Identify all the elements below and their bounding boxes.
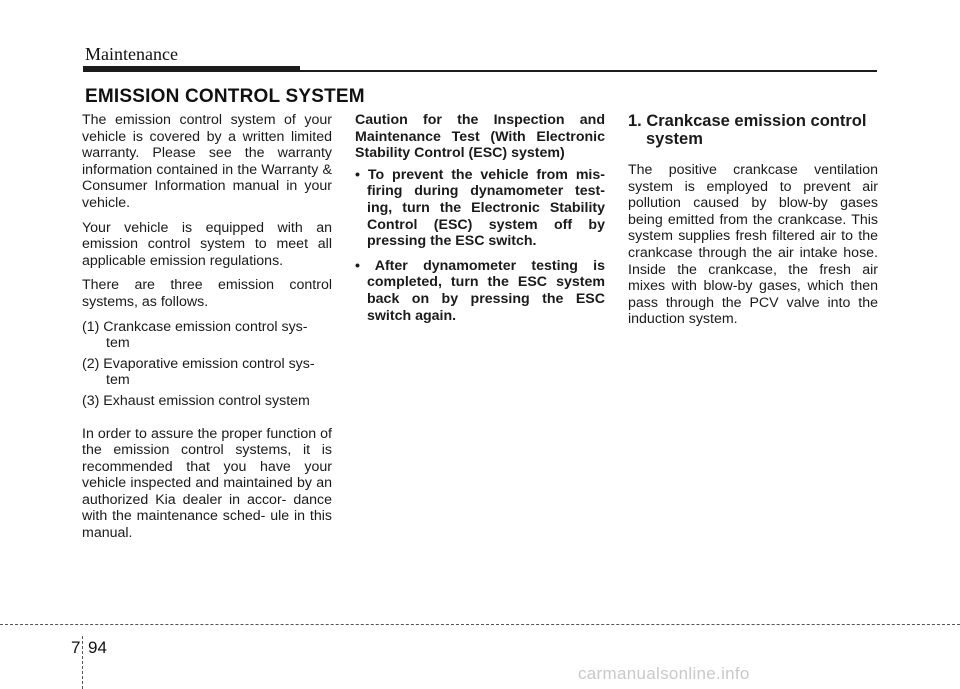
header-title: Maintenance xyxy=(85,44,178,64)
list-item: (2) Evaporative emission control sys- tem xyxy=(82,355,315,389)
column-left xyxy=(82,112,332,550)
column-middle xyxy=(355,112,605,332)
systems-list xyxy=(82,319,332,410)
maintenance-paragraph: In order to assure the proper function of the emission control systems, it is recommended that you have your vehicle inspected and maintained by an authorized Kia dealer in accor- dance with the maintenance sched- ule in this manual. xyxy=(82,425,332,542)
page-number: 94 xyxy=(88,638,107,657)
caution-title: Caution for the Inspection and Maintenance Test (With Electronic Stability Control (ESC) system) xyxy=(355,112,605,162)
intro-paragraph: The emission control system of your vehicle is covered by a written limited warranty. Please see the warranty information contained in the Warranty & Consumer Information manual in your vehicle. xyxy=(82,112,332,211)
footer-vertical-divider xyxy=(82,636,83,689)
chapter-number: 7 xyxy=(71,638,81,657)
header-rule-thin xyxy=(300,70,877,72)
list-item: (3) Exhaust emission control system xyxy=(82,392,310,409)
watermark-text: carmanualsonline.info xyxy=(578,664,750,683)
systems-intro-paragraph: There are three emission control systems, as follows. xyxy=(82,277,332,310)
crankcase-paragraph: The positive crankcase ventilation system is employed to prevent air pollution caused by blow-by gases being emitted from the crankcase. This system supplies fresh filtered air to the crankcase through the air intake hose. Inside the crankcase, the fresh air mixes with blow-by gases, which then pass through the PCV valve into the induction system. xyxy=(628,162,878,328)
caution-bullet: • After dynamometer testing is completed, turn the ESC system back on by pressing the ESC switch again. xyxy=(355,257,605,324)
footer-divider xyxy=(0,624,960,625)
caution-bullet: • To prevent the vehicle from mis- firing during dynamometer test- ing, turn the Electronic Stability Control (ESC) system off by pressing the ESC switch. xyxy=(355,166,605,250)
header-rule-thick xyxy=(83,66,300,72)
equipment-paragraph: Your vehicle is equipped with an emission control system to meet all applicable emission regulations. xyxy=(82,219,332,269)
section-title: EMISSION CONTROL SYSTEM xyxy=(85,86,365,107)
list-item: (1) Crankcase emission control sys- tem xyxy=(82,318,308,352)
crankcase-subheading: 1. Crankcase emission control system xyxy=(628,112,867,148)
column-right xyxy=(628,112,878,336)
